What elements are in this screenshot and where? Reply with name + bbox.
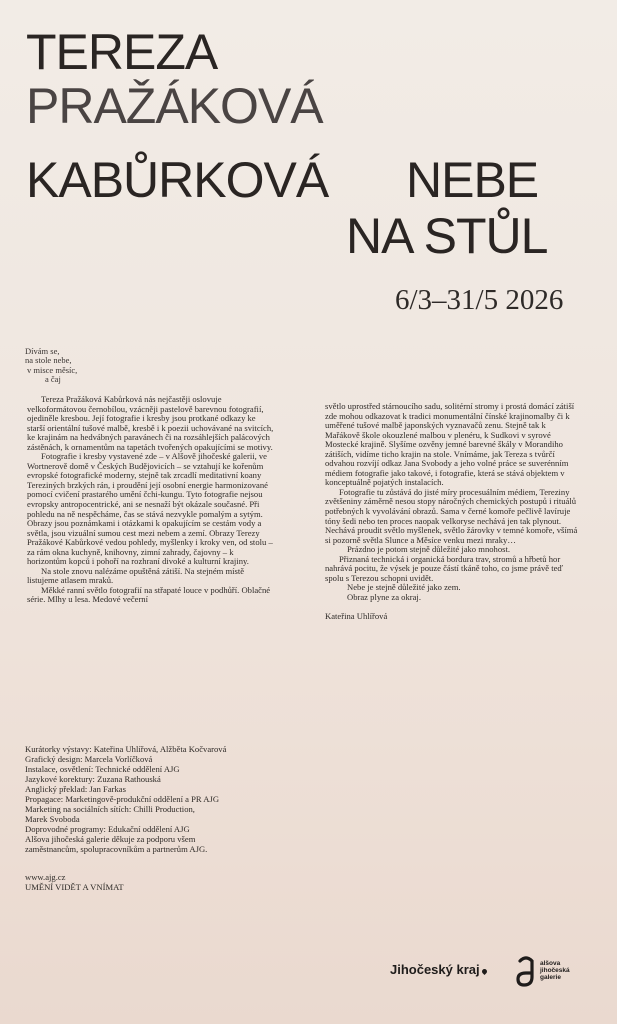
credit-line: Marketing na sociálních sítích: Chilli Production, — [25, 804, 195, 814]
artist-name-line-3: KABŮRKOVÁ — [26, 152, 329, 208]
exhibition-title-line-2: NA STŮL — [346, 208, 548, 264]
essay-paragraph: Prázdno je potom stejně důležité jako mnohost. — [347, 544, 511, 555]
ajg-logo-line: alšova — [540, 960, 561, 967]
essay-paragraph: Na stole znovu nalézáme opuštěná zátiší. Na stejném místě listujeme atlasem mraků. — [27, 565, 245, 586]
gallery-motto: UMĚNÍ VIDĚT A VNÍMAT — [25, 882, 124, 892]
essay-paragraph: Tereza Pražáková Kabůrková nás nejčastěji oslovuje velkoformátovou černobílou, vzácněji pastelově barevnou fotografií, ojediněle kresbou. Její fotografie i kresby jsou protkané odkazy ke starší orientální tušové malbě, kresbě i k poezii uchovávané na svitcích, ke krajinám na hedvábných paravánech či na rozsáhlejších palácových zástěnách, k ornamentům na tapetách tvořených opakujícími se motivy. — [27, 394, 274, 452]
credit-line: Marek Svoboda — [25, 814, 80, 824]
artist-name-line-2: PRAŽÁKOVÁ — [26, 78, 323, 134]
credit-line: Doprovodné programy: Edukační oddělení AJG — [25, 824, 190, 834]
essay-paragraph: Nebe je stejně důležité jako zem. — [347, 582, 461, 593]
credit-line: Propagace: Marketingově-produkční oddělení a PR AJG — [25, 794, 220, 804]
poem-line: a čaj — [45, 374, 61, 385]
artist-name-line-1: TEREZA — [26, 24, 218, 80]
poem-line: Dívám se, — [25, 346, 60, 356]
credit-line: Jazykové korektury: Zuzana Rathouská — [25, 774, 161, 784]
credits — [25, 744, 305, 854]
credit-line: Alšova jihočeská galerie děkuje za podporu všem — [25, 834, 196, 844]
location-pin-icon — [481, 968, 488, 975]
ajg-logo-text — [540, 960, 570, 981]
credit-line: Kurátorky výstavy: Kateřina Uhlířová, Alžběta Kočvarová — [25, 744, 227, 754]
website-block — [25, 872, 124, 892]
exhibition-title-line-1: NEBE — [406, 152, 539, 208]
essay-paragraph: Fotografie i kresby vystavené zde – v Alšově jihočeské galerii, ve Wortnerově domě v Českých Budějovicích – se vztahují ke kořenům evropské fotografické moderny, stejně tak zrcadlí meditativní koany Tereziných brzkých rán, i proudění její osobní energie harmonizované pomocí cvičení prastarého umění čchi-kungu. Tyto fotografie nejsou evropsky antropocentrické, ani se nesnaží být okázale současné. Při pohledu na ně nespěcháme, čas se stává nezvykle pomalým a sytým. Obrazy jsou poznámkami i otázkami k opakujícím se cestám vody a světla, jsou vizuální sumou cest mezi nebem a zemí. Obrazy Terezy Pražákové Kabůrkové vedou pohledy, myšlenky i kroky ven, od stolu – za rám okna kuchyně, knihovny, zimní zahrady, čajovny – k horizontům kopců i pohoří na rozhraní divoké a kulturní krajiny. — [27, 451, 273, 567]
essay-column-right — [325, 402, 580, 622]
essay-paragraph: Přiznaná technická i organická bordura trav, stromů a hřbetů hor nahrává pocitu, že výsek je pouze částí tkáně toho, co jsme právě teď spolu s Terezou schopni uvidět. — [325, 553, 563, 583]
website-url[interactable]: www.ajg.cz — [25, 872, 66, 882]
essay-column-left — [27, 395, 275, 605]
poem — [25, 347, 77, 385]
credit-line: Instalace, osvětlení: Technické oddělení AJG — [25, 764, 180, 774]
credit-line: Anglický překlad: Jan Farkas — [25, 784, 126, 794]
ajg-logo-icon — [516, 955, 536, 987]
ajg-logo-line: galerie — [540, 974, 561, 981]
essay-paragraph: Obraz plyne za okraj. — [347, 591, 421, 602]
poem-line: v misce měsíc, — [27, 364, 78, 375]
author-signature: Kateřina Uhlířová — [325, 611, 388, 622]
essay-paragraph: Měkké ranní světlo fotografií na střapaté louce v podhůří. Oblačné série. Mlhy u lesa. Medové večerní — [27, 584, 271, 605]
jihocesky-kraj-logo-text: Jihočeský kraj — [390, 962, 480, 977]
credit-line: zaměstnancům, spolupracovníkům a partnerům AJG. — [25, 844, 208, 854]
credit-line: Grafický design: Marcela Vorlíčková — [25, 754, 153, 764]
jihocesky-kraj-logo — [390, 962, 487, 977]
essay-paragraph: světlo uprostřed stárnoucího sadu, solitérní stromy i prostá domácí zátiší zde mohou odkazovat k tradici monumentální čínské krajinomalby či k uměřené tušové malbě japonských vyznavačů zenu. Stejně tak k Mařákově škole okouzlené malbou v plenéru, k Sudkovi v syrové Mostecké krajině. Slyšíme ozvěny jemné barevné škály v Morandiho zátiších, vidíme ticho krajin na stole. Vnímáme, jak Tereza s tvůrčí odvahou rozvíjí odkaz Jana Svobody a jeho volné práce se suverénním médiem fotografie jako takové, i fotografie, která se stává objektem v konceptuálně pojatých instalacích. — [325, 401, 575, 488]
poem-line: na stole nebe, — [25, 355, 72, 366]
exhibition-dates: 6/3–31/5 2026 — [395, 284, 564, 316]
ajg-logo-line: jihočeská — [540, 967, 570, 974]
essay-paragraph: Fotografie tu zůstává do jisté míry procesuálním médiem, Tereziny zvětšeniny záměrně nesou stopy náročných chemických postupů i rituálů potřebných k vyvolávání obrazů. Sama v černé komoře pečlivě lavíruje tóny šedi nebo ten proces naopak velkoryse nechává jen tak plynout. Nechává proudit světlo myšlenek, světlo žárovky v temné komoře, všímá si pozorně světla Slunce a Měsíce venku mezi mraky… — [325, 486, 578, 545]
